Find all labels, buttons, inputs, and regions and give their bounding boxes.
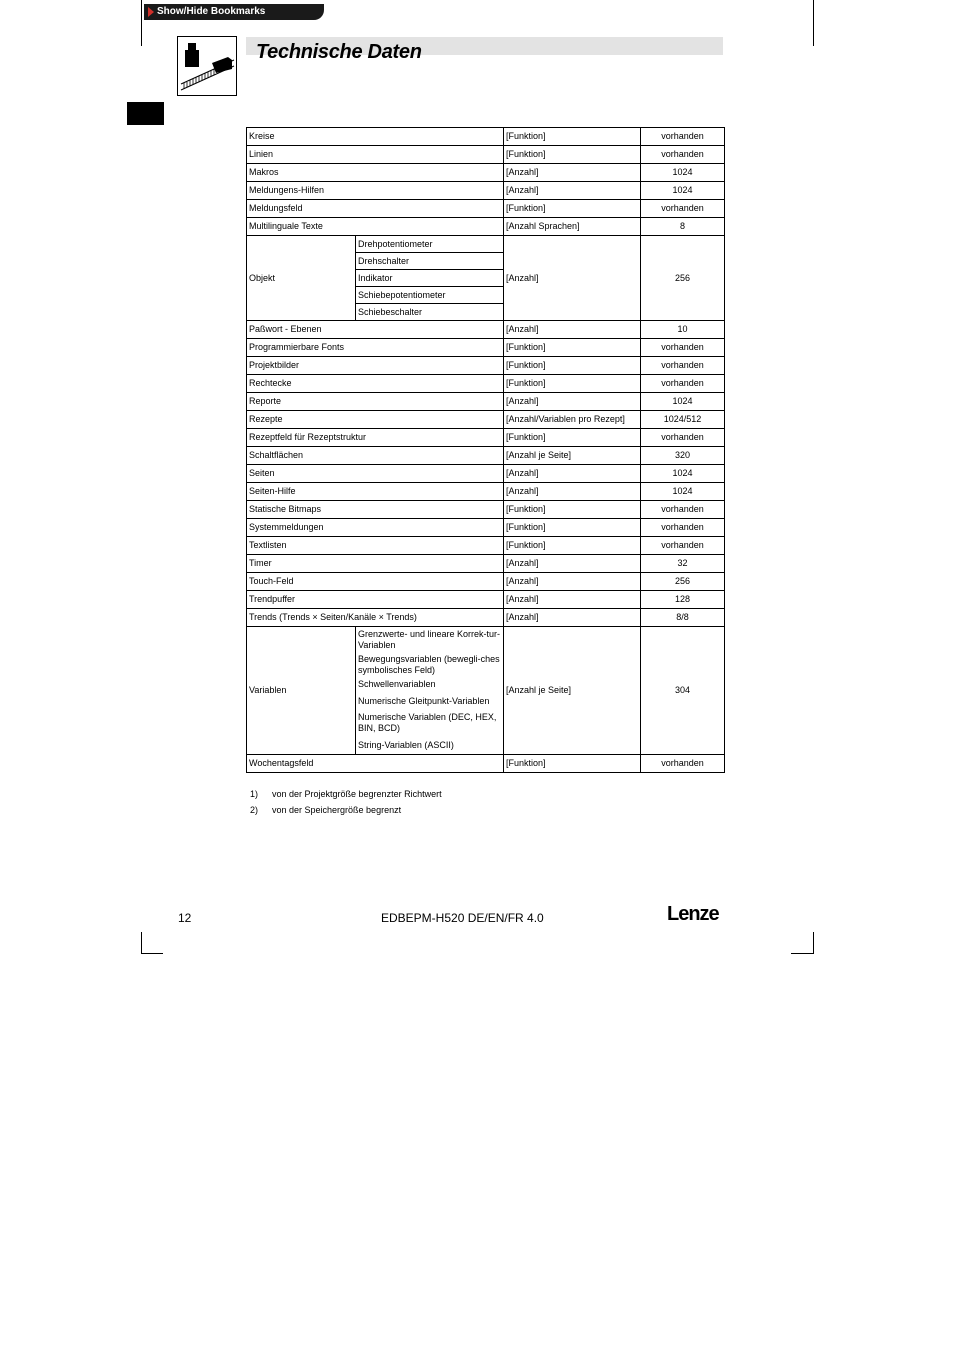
table-row	[247, 573, 725, 591]
table-row	[247, 755, 725, 773]
bookmark-label: Show/Hide Bookmarks	[157, 6, 266, 17]
row-name: Paßwort - Ebenen	[247, 321, 504, 339]
row-name: Touch-Feld	[247, 573, 504, 591]
row-name: Trends (Trends × Seiten/Kanäle × Trends)	[247, 609, 504, 627]
document-id: EDBEPM-H520 DE/EN/FR 4.0	[381, 911, 544, 925]
chapter-marker	[127, 102, 164, 125]
table-row	[247, 465, 725, 483]
table-row	[247, 164, 725, 182]
crop-mark	[791, 953, 814, 954]
row-value: 1024	[641, 164, 725, 182]
row-unit: [Funktion]	[504, 146, 641, 164]
row-unit: [Funktion]	[504, 537, 641, 555]
row-name: Systemmeldungen	[247, 519, 504, 537]
row-value: 128	[641, 591, 725, 609]
table-row	[247, 339, 725, 357]
row-value: 1024/512	[641, 411, 725, 429]
row-name: Trendpuffer	[247, 591, 504, 609]
row-unit: [Funktion]	[504, 357, 641, 375]
row-unit: [Anzahl]	[504, 555, 641, 573]
row-name: Linien	[247, 146, 504, 164]
footnote	[250, 805, 401, 815]
row-unit: [Anzahl]	[504, 573, 641, 591]
sub-item: Indikator	[356, 270, 504, 287]
row-value: vorhanden	[641, 357, 725, 375]
footnote	[250, 789, 442, 799]
crop-mark	[141, 953, 163, 954]
row-value: 1024	[641, 182, 725, 200]
table-row	[247, 128, 725, 146]
table-row	[247, 483, 725, 501]
sub-item: Drehschalter	[356, 253, 504, 270]
table-row	[247, 609, 725, 627]
table-row	[247, 411, 725, 429]
row-unit: [Anzahl]	[504, 236, 641, 321]
row-value: vorhanden	[641, 537, 725, 555]
table-row	[247, 321, 725, 339]
row-unit: [Anzahl je Seite]	[504, 627, 641, 755]
row-name: Seiten-Hilfe	[247, 483, 504, 501]
row-value: 32	[641, 555, 725, 573]
row-name: Statische Bitmaps	[247, 501, 504, 519]
technical-data-icon	[177, 36, 237, 96]
show-hide-bookmarks-button[interactable]	[144, 4, 324, 20]
table-row	[247, 447, 725, 465]
row-unit: [Funktion]	[504, 200, 641, 218]
sub-item: Schwellenvariablen	[358, 679, 436, 689]
row-unit: [Anzahl]	[504, 483, 641, 501]
row-value: vorhanden	[641, 200, 725, 218]
row-unit: [Funktion]	[504, 501, 641, 519]
row-value: 256	[641, 573, 725, 591]
row-value: 320	[641, 447, 725, 465]
table-row	[247, 218, 725, 236]
row-name: Seiten	[247, 465, 504, 483]
footnote-text: von der Speichergröße begrenzt	[272, 805, 402, 815]
row-unit: [Anzahl Sprachen]	[504, 218, 641, 236]
table-row	[247, 236, 725, 253]
row-unit: [Funktion]	[504, 755, 641, 773]
lenze-logo: Lenze	[667, 903, 719, 925]
row-unit: [Anzahl je Seite]	[504, 447, 641, 465]
spec-table	[246, 127, 725, 773]
row-value: vorhanden	[641, 519, 725, 537]
row-value: vorhanden	[641, 755, 725, 773]
table-row	[247, 555, 725, 573]
table-row	[247, 200, 725, 218]
row-value: 1024	[641, 465, 725, 483]
sub-item: Schiebeschalter	[356, 304, 504, 321]
row-name: Timer	[247, 555, 504, 573]
row-unit: [Anzahl]	[504, 321, 641, 339]
row-name: Rezeptfeld für Rezeptstruktur	[247, 429, 504, 447]
sub-item: Drehpotentiometer	[356, 236, 504, 253]
row-value: 10	[641, 321, 725, 339]
table-row	[247, 375, 725, 393]
row-name: Meldungens-Hilfen	[247, 182, 504, 200]
row-value: vorhanden	[641, 429, 725, 447]
row-unit: [Anzahl]	[504, 393, 641, 411]
table-row	[247, 357, 725, 375]
table-row	[247, 182, 725, 200]
sub-item: Grenzwerte- und lineare Korrek-tur-Variablen	[358, 629, 501, 650]
row-value: vorhanden	[641, 375, 725, 393]
row-value: 1024	[641, 393, 725, 411]
row-value: 8/8	[641, 609, 725, 627]
row-unit: [Anzahl]	[504, 609, 641, 627]
row-value: vorhanden	[641, 501, 725, 519]
table-row	[247, 429, 725, 447]
row-name: Makros	[247, 164, 504, 182]
row-name: Programmierbare Fonts	[247, 339, 504, 357]
row-name: Wochentagsfeld	[247, 755, 504, 773]
table-row	[247, 591, 725, 609]
sub-item: Bewegungsvariablen (bewegli-ches symbolisches Feld)	[358, 654, 500, 675]
sub-item: Schiebepotentiometer	[356, 287, 504, 304]
row-unit: [Anzahl]	[504, 182, 641, 200]
row-value: vorhanden	[641, 339, 725, 357]
page-number: 12	[178, 911, 192, 925]
row-name: Multilinguale Texte	[247, 218, 504, 236]
page-title: Technische Daten	[256, 41, 422, 63]
crop-mark	[141, 932, 142, 954]
row-unit: [Funktion]	[504, 519, 641, 537]
row-name: Meldungsfeld	[247, 200, 504, 218]
table-row	[247, 146, 725, 164]
table-row	[247, 501, 725, 519]
row-name: Objekt	[247, 236, 356, 321]
row-unit: [Anzahl]	[504, 591, 641, 609]
table-row	[247, 627, 725, 755]
row-value: 1024	[641, 483, 725, 501]
sub-item: Numerische Gleitpunkt-Variablen	[358, 696, 490, 706]
row-value: 256	[641, 236, 725, 321]
footnote-number: 2)	[250, 805, 259, 815]
table-row	[247, 537, 725, 555]
sub-list	[356, 627, 504, 755]
row-name: Rezepte	[247, 411, 504, 429]
arrow-right-icon	[148, 7, 154, 17]
row-unit: [Funktion]	[504, 128, 641, 146]
row-unit: [Anzahl]	[504, 465, 641, 483]
row-unit: [Anzahl]	[504, 164, 641, 182]
row-unit: [Funktion]	[504, 429, 641, 447]
footnote-text: von der Projektgröße begrenzter Richtwert	[272, 789, 442, 799]
row-unit: [Funktion]	[504, 339, 641, 357]
row-value: 304	[641, 627, 725, 755]
crop-mark	[141, 0, 142, 46]
row-name: Reporte	[247, 393, 504, 411]
row-value: vorhanden	[641, 128, 725, 146]
row-value: 8	[641, 218, 725, 236]
table-row	[247, 519, 725, 537]
row-name: Variablen	[247, 627, 356, 755]
sub-item: String-Variablen (ASCII)	[358, 740, 454, 750]
row-name: Kreise	[247, 128, 504, 146]
row-unit: [Anzahl/Variablen pro Rezept]	[504, 411, 641, 429]
row-name: Projektbilder	[247, 357, 504, 375]
row-name: Rechtecke	[247, 375, 504, 393]
crop-mark	[813, 932, 814, 954]
sub-item: Numerische Variablen (DEC, HEX, BIN, BCD)	[358, 712, 497, 733]
row-name: Schaltflächen	[247, 447, 504, 465]
row-value: vorhanden	[641, 146, 725, 164]
table-row	[247, 393, 725, 411]
footnote-number: 1)	[250, 789, 259, 799]
row-unit: [Funktion]	[504, 375, 641, 393]
row-name: Textlisten	[247, 537, 504, 555]
crop-mark	[813, 0, 814, 46]
